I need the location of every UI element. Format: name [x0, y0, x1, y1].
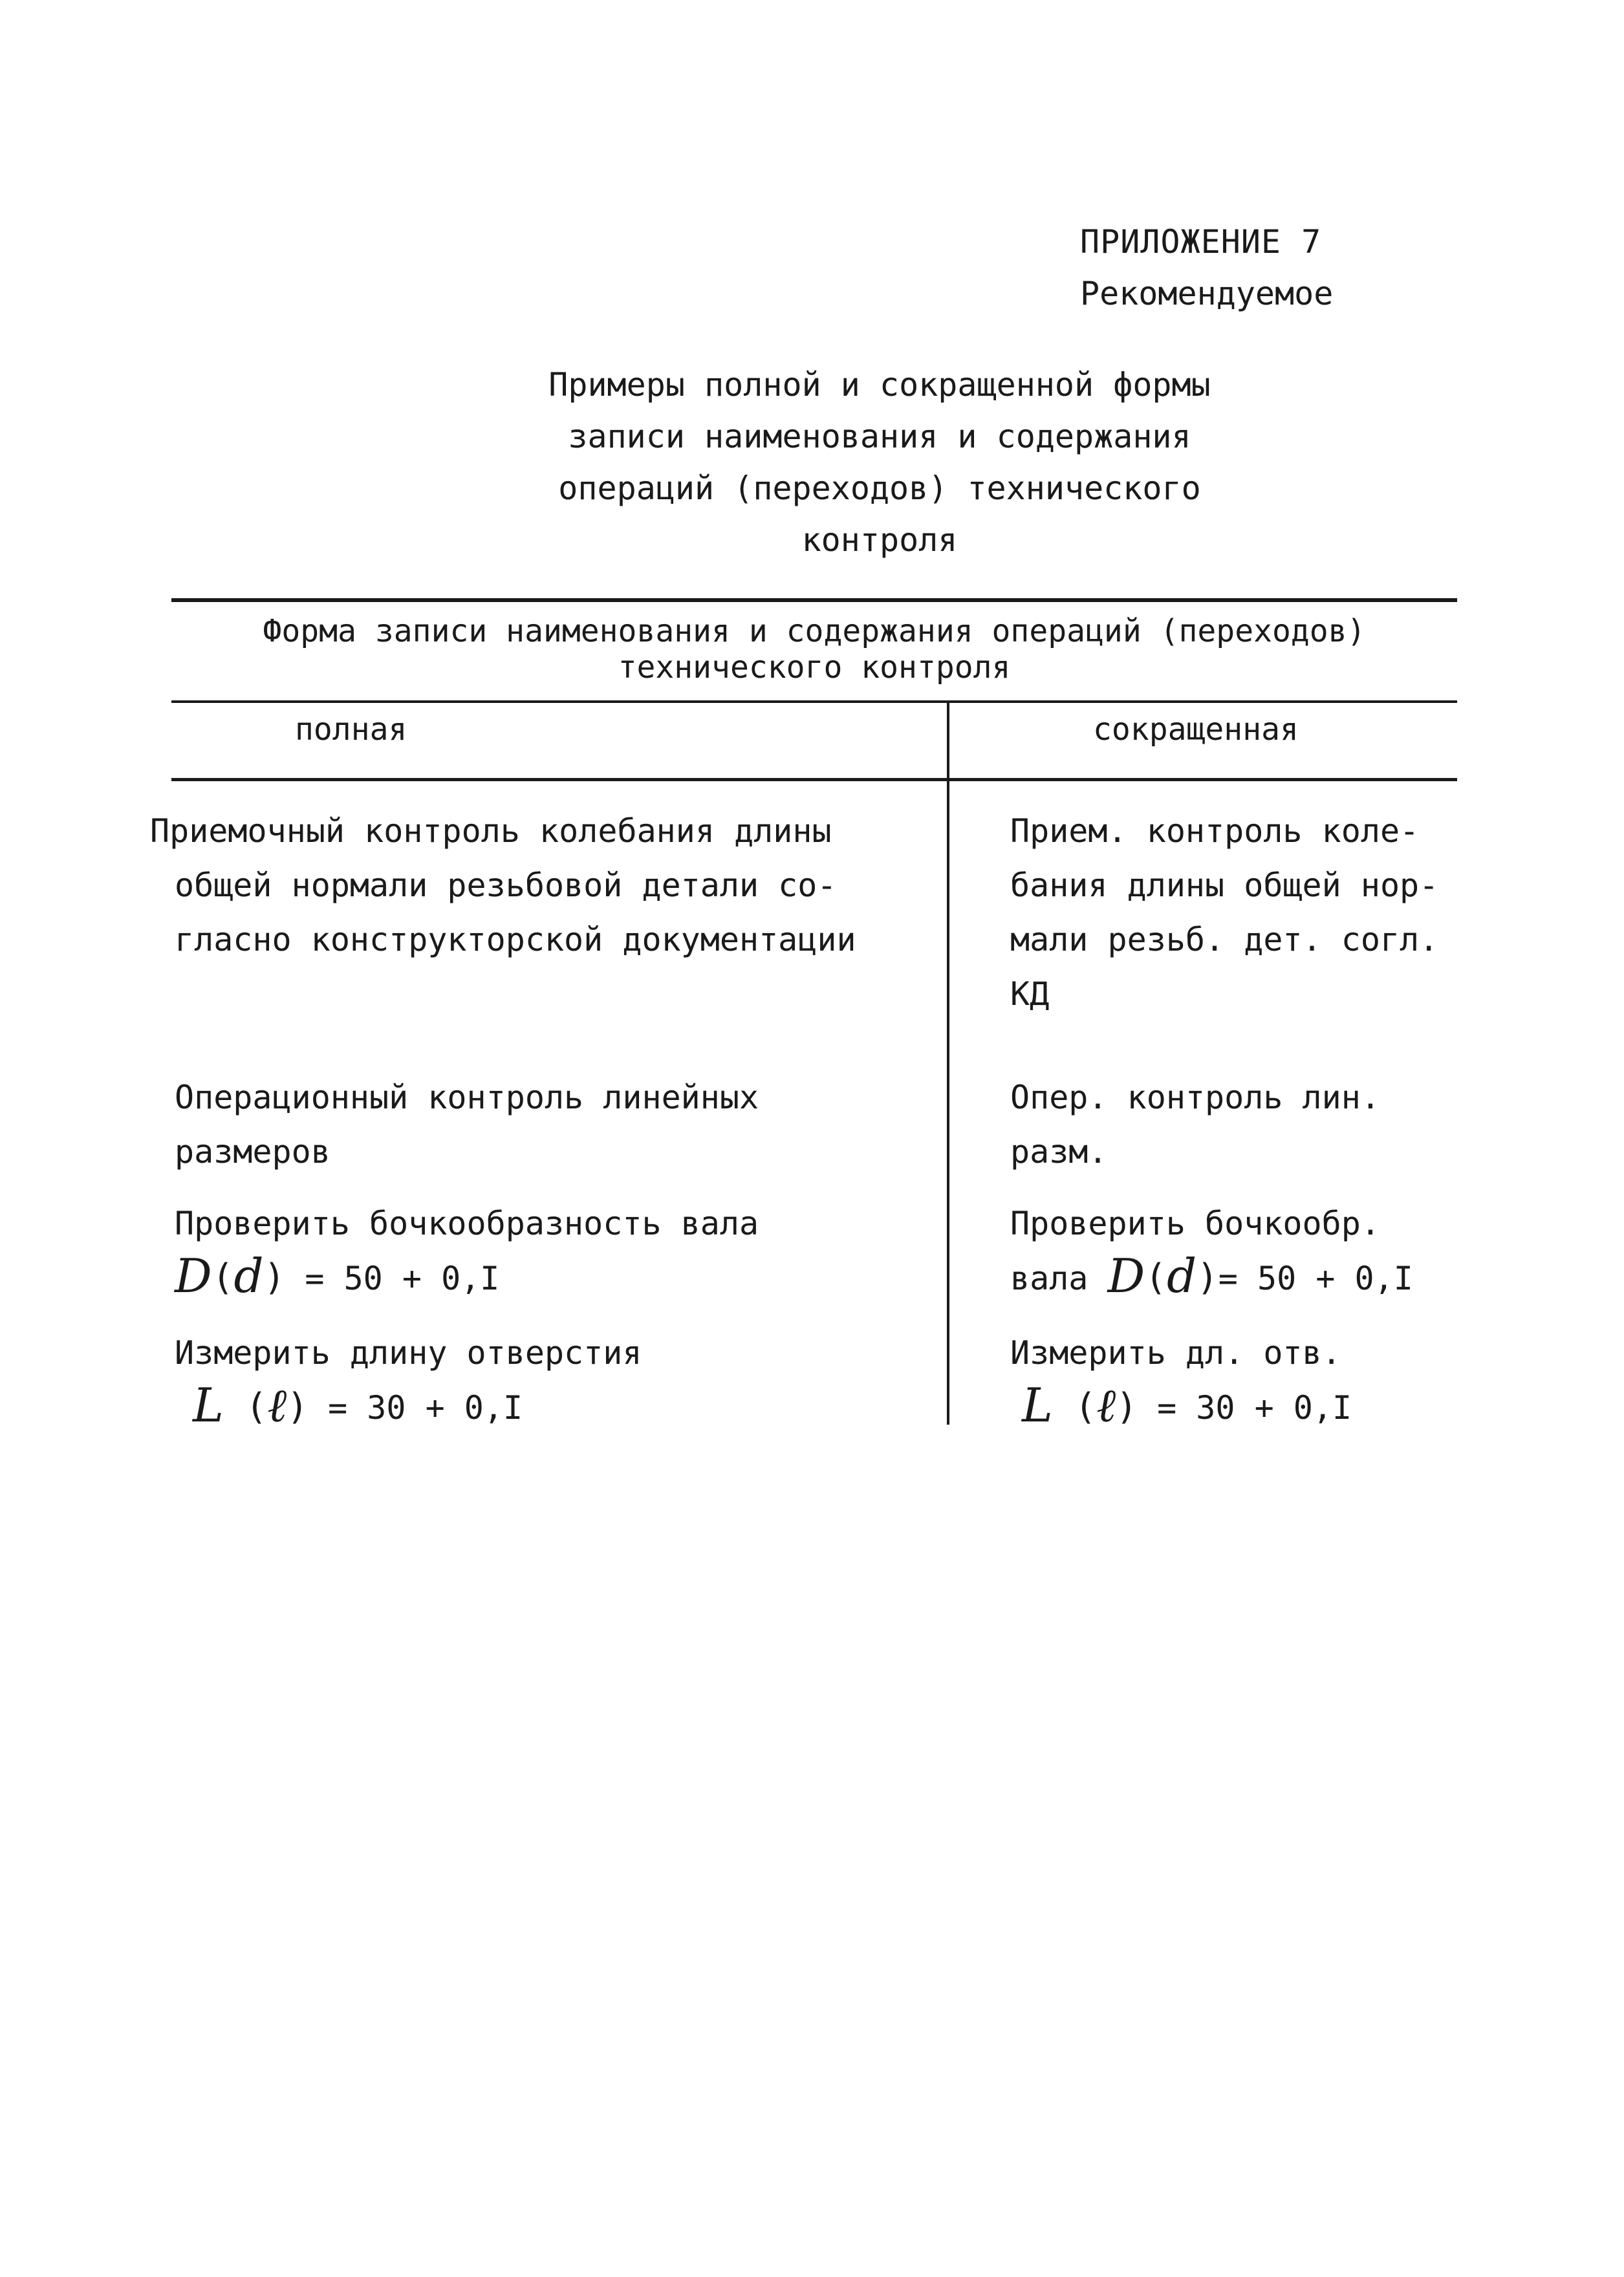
- cell-line: Опер. контроль лин.: [1010, 1079, 1380, 1116]
- table-header-rule: [171, 778, 1457, 781]
- table-cell-full: [175, 1070, 759, 1179]
- formula-prefix: вала: [1010, 1260, 1108, 1297]
- cell-line: Прием. контроль коле-: [1010, 812, 1420, 850]
- formula: L (ℓ) = 30 + 0,I: [1022, 1378, 1352, 1432]
- formula-symbol: d: [1166, 1249, 1197, 1303]
- formula-value: = 30 + 0,I: [308, 1389, 523, 1427]
- appendix-status: Рекомендуемое: [1080, 275, 1334, 312]
- table-caption-line: Форма записи наименования и содержания операций (переходов): [263, 613, 1366, 649]
- cell-line: разм.: [1010, 1133, 1108, 1171]
- formula-symbol: ℓ: [1096, 1378, 1116, 1432]
- table-caption: [171, 613, 1457, 685]
- table-cell-short: [1010, 1070, 1380, 1179]
- formula-symbol: d: [233, 1249, 264, 1303]
- title-line: контроля: [801, 521, 958, 559]
- cell-line: Измерить дл. отв.: [1010, 1334, 1341, 1372]
- table-caption-rule: [171, 700, 1457, 703]
- cell-line: Приемочный контроль колебания длины: [150, 812, 832, 850]
- column-header-full: полная: [295, 711, 407, 748]
- formula-value: = 50 + 0,I: [285, 1260, 500, 1297]
- table-top-rule: [171, 598, 1457, 602]
- table-caption-line: технического контроля: [618, 649, 1011, 685]
- cell-line: общей нормали резьбовой детали со-: [175, 867, 837, 904]
- formula-symbol: L: [193, 1378, 224, 1432]
- document-title: [362, 359, 1397, 566]
- cell-line: бания длины общей нор-: [1010, 867, 1439, 904]
- formula-symbol: D: [175, 1249, 212, 1303]
- table-cell-full: [150, 804, 856, 967]
- formula-value: = 50 + 0,I: [1218, 1260, 1413, 1297]
- table-cell-short: [1010, 1196, 1413, 1306]
- cell-line: Проверить бочкообразность вала: [175, 1205, 759, 1242]
- title-line: операций (переходов) технического: [558, 469, 1201, 507]
- column-header-short: сокращенная: [1093, 711, 1299, 748]
- formula-symbol: D: [1107, 1249, 1145, 1303]
- formula-value: = 30 + 0,I: [1137, 1389, 1352, 1427]
- formula-symbol: L: [1022, 1378, 1053, 1432]
- title-line: записи наименования и содержания: [568, 418, 1191, 455]
- formula: D(d) = 50 + 0,I: [175, 1249, 500, 1303]
- table-cell-short: [1010, 804, 1438, 1021]
- column-divider: [947, 700, 949, 1425]
- cell-line: КД: [1010, 975, 1050, 1013]
- cell-line: гласно конструкторской документации: [175, 921, 856, 958]
- title-line: Примеры полной и сокращенной формы: [548, 366, 1211, 404]
- cell-line: Измерить длину отверстия: [175, 1334, 642, 1372]
- table-cell-short: [1010, 1326, 1352, 1435]
- cell-line: Проверить бочкообр.: [1010, 1205, 1380, 1242]
- cell-line: мали резьб. дет. согл.: [1010, 921, 1439, 958]
- cell-line: Операционный контроль линейных: [175, 1079, 759, 1116]
- formula-symbol: ℓ: [267, 1378, 287, 1432]
- formula: L (ℓ) = 30 + 0,I: [193, 1378, 523, 1432]
- cell-line: размеров: [175, 1133, 330, 1171]
- appendix-label: ПРИЛОЖЕНИЕ 7: [1080, 223, 1322, 261]
- table-cell-full: [175, 1326, 642, 1435]
- formula: вала D(d)= 50 + 0,I: [1010, 1249, 1413, 1303]
- table-cell-full: [175, 1196, 759, 1306]
